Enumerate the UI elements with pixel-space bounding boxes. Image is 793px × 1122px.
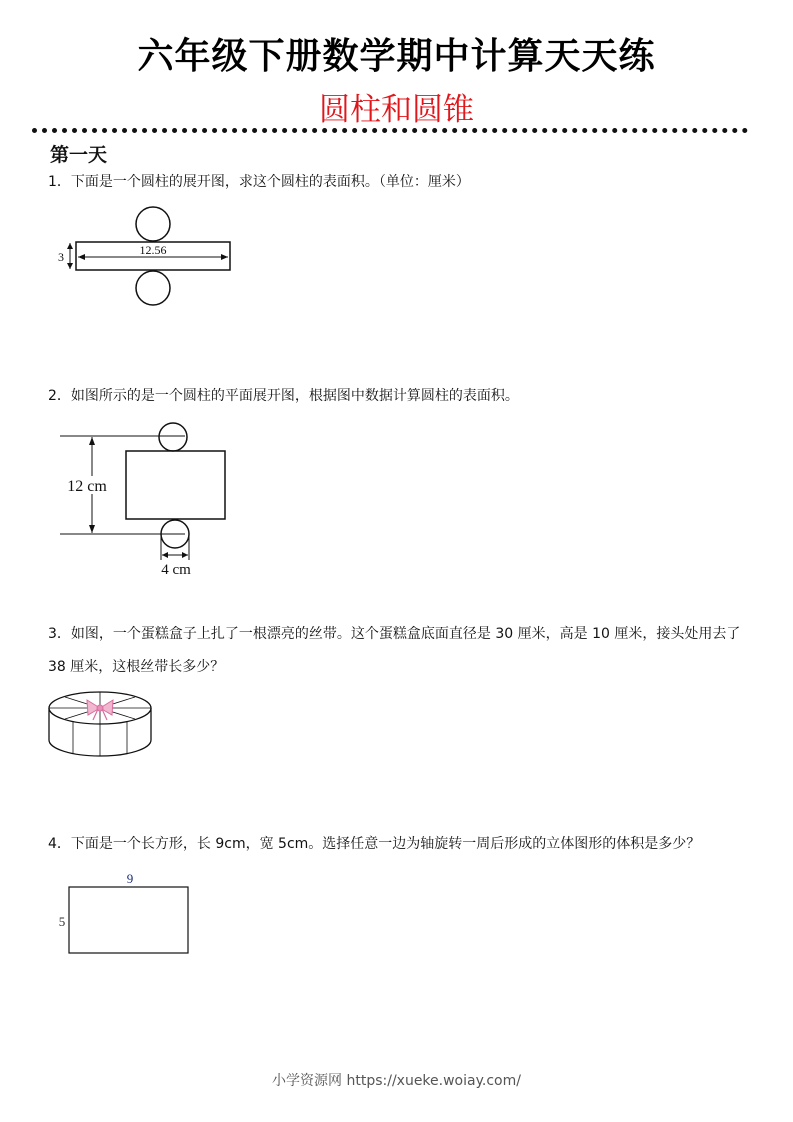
cake-box-figure [45,688,155,764]
question-1-text: 1．下面是一个圆柱的展开图，求这个圆柱的表面积。（单位：厘米） [48,174,470,190]
page-subtitle: 圆柱和圆锥 [319,92,474,128]
rectangle-shape [69,887,188,953]
divider [32,128,748,133]
day-label: 第一天 [50,144,108,166]
bottom-circle [136,271,170,305]
height-label: 12 cm [67,478,107,495]
length-label: 9 [126,871,134,886]
rectangle-figure [54,868,194,958]
width-label: 5 [58,914,66,929]
question-3-text: 3．如图，一个蛋糕盒子上扎了一根漂亮的丝带。这个蛋糕盒底面直径是 30 厘米，高是 10 厘米，接头处用去了 38 厘米，这根丝带长多少？ [48,626,741,675]
page-title: 六年级下册数学期中计算天天练 [137,36,656,77]
question-4-text: 4．下面是一个长方形，长 9cm，宽 5cm。选择任意一边为轴旋转一周后形成的立体图形的体积是多少？ [48,836,701,852]
top-circle [136,207,170,241]
net-rectangle [126,451,225,519]
question-2-text: 2．如图所示的是一个圆柱的平面展开图，根据图中数据计算圆柱的表面积。 [48,388,519,404]
height-label: 3 [58,250,64,264]
cylinder-net-figure-2 [55,420,255,580]
length-label: 12.56 [139,243,167,257]
cylinder-net-figure-1 [50,200,250,306]
top-circle [159,423,187,451]
footer-source: 小学资源网 https://xueke.woiay.com/ [272,1073,521,1089]
diameter-label: 4 cm [161,562,191,578]
